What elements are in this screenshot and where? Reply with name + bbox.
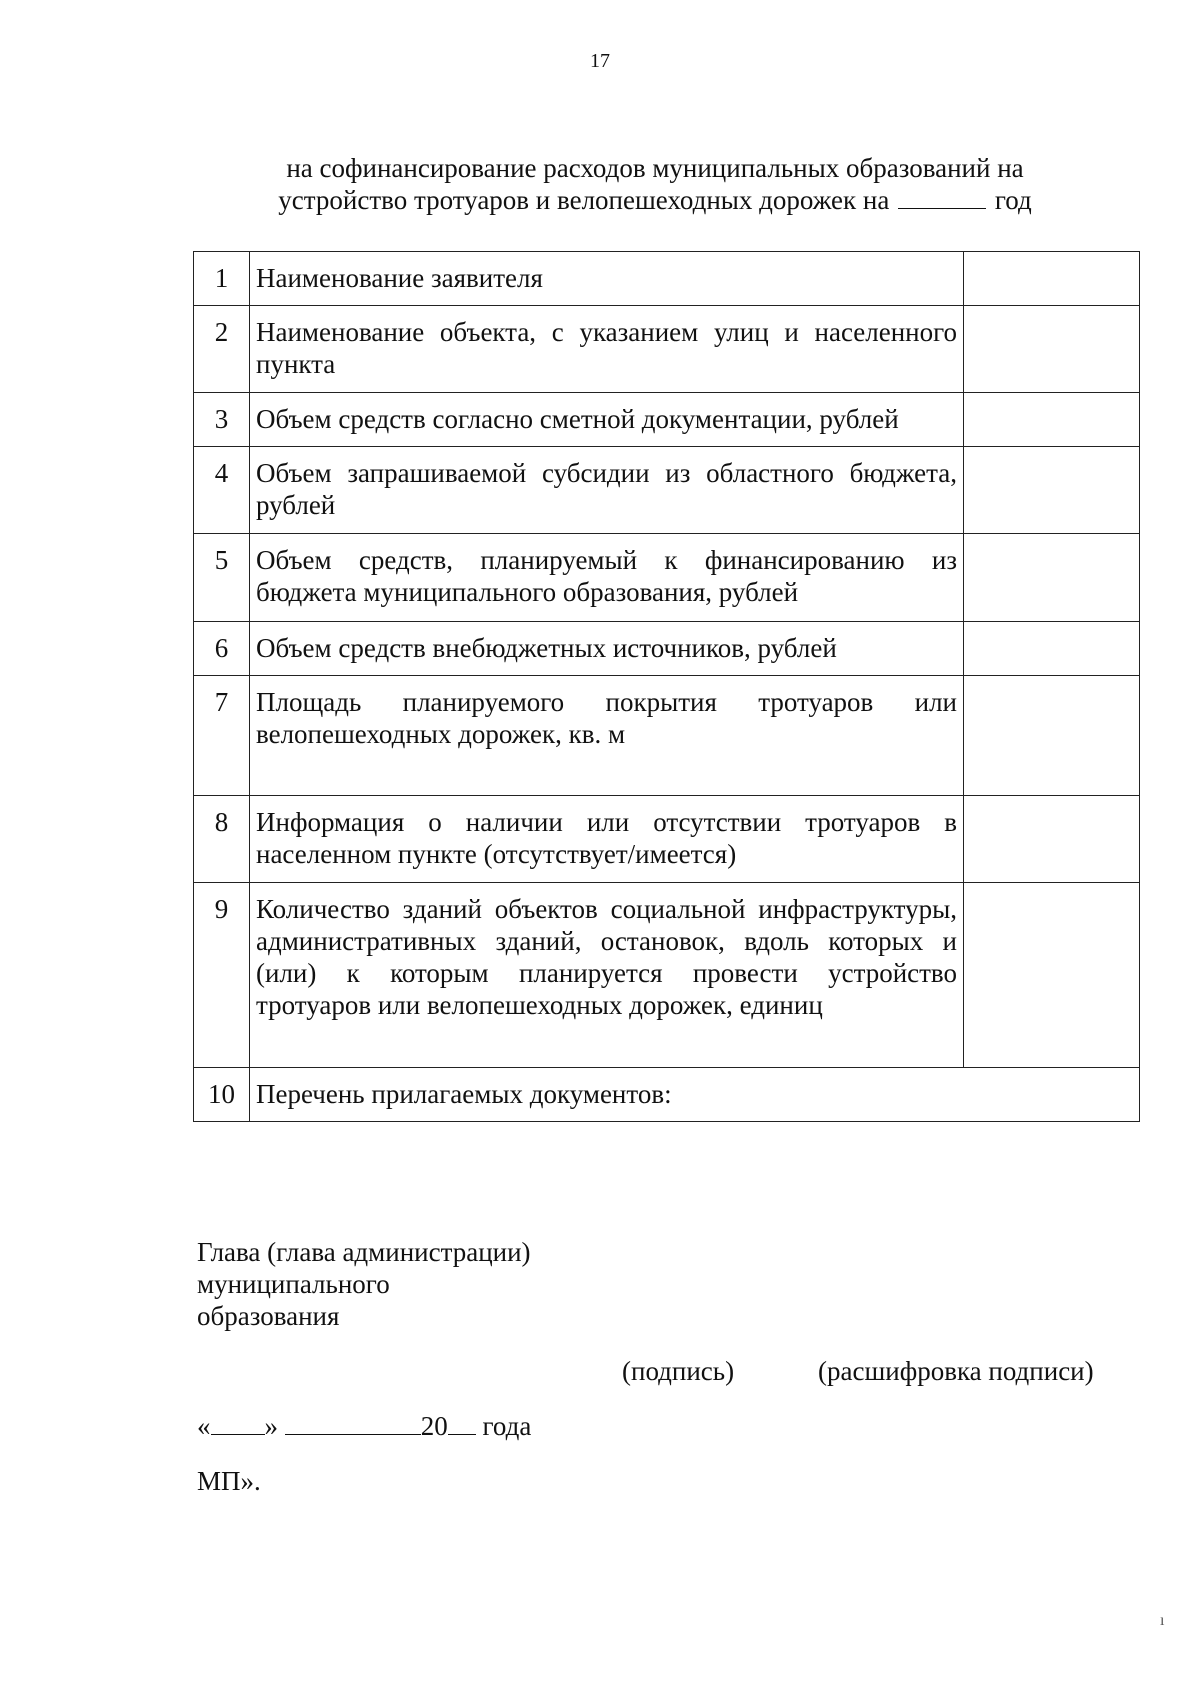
row-number: 2: [194, 306, 250, 393]
row-value-cell[interactable]: [964, 622, 1140, 676]
signatory-title-line: Глава (глава администрации): [197, 1237, 531, 1267]
row-value-cell[interactable]: [964, 306, 1140, 393]
row-number: 1: [194, 252, 250, 306]
row-label: Количество зданий объектов социальной инфраструктуры, административных зданий, остановок, вдоль которых и (или) к которым планируется провести устройство тротуаров или велопешеходных дорожек, единиц: [250, 883, 964, 1068]
row-label: Перечень прилагаемых документов:: [250, 1068, 1140, 1122]
application-table: [193, 251, 1140, 1122]
row-number: 5: [194, 534, 250, 622]
date-close-quote: »: [264, 1411, 278, 1441]
row-number: 3: [194, 393, 250, 447]
year-prefix: 20: [420, 1411, 448, 1441]
row-label: Наименование заявителя: [250, 252, 964, 306]
row-number: 4: [194, 447, 250, 534]
signatory-title-line: образования: [197, 1301, 340, 1331]
signatory-title: [197, 1236, 531, 1332]
table-row: [194, 252, 1140, 306]
stamp-place: МП».: [197, 1466, 261, 1496]
table-row: [194, 1068, 1140, 1122]
row-label: Объем средств, планируемый к финансированию из бюджета муниципального образования, рублей: [250, 534, 964, 622]
heading-line-2-text: устройство тротуаров и велопешеходных дорожек на: [278, 185, 890, 215]
day-blank[interactable]: [211, 1410, 265, 1435]
table-row: [194, 306, 1140, 393]
row-value-cell[interactable]: [964, 676, 1140, 796]
year-blank-2[interactable]: [448, 1410, 476, 1435]
row-label: Объем запрашиваемой субсидии из областного бюджета, рублей: [250, 447, 964, 534]
table-row: [194, 393, 1140, 447]
table-row: [194, 447, 1140, 534]
month-blank[interactable]: [285, 1410, 421, 1435]
row-label: Объем средств согласно сметной документации, рублей: [250, 393, 964, 447]
row-value-cell[interactable]: [964, 252, 1140, 306]
row-number: 9: [194, 883, 250, 1068]
heading-line-1: на софинансирование расходов муниципальных образований на: [286, 153, 1024, 183]
row-value-cell[interactable]: [964, 393, 1140, 447]
row-value-cell[interactable]: [964, 796, 1140, 883]
table-row: [194, 883, 1140, 1068]
row-value-cell[interactable]: [964, 534, 1140, 622]
row-label: Объем средств внебюджетных источников, рублей: [250, 622, 964, 676]
table-row: [194, 534, 1140, 622]
row-number: 7: [194, 676, 250, 796]
row-label: Наименование объекта, с указанием улиц и населенного пункта: [250, 306, 964, 393]
table-row: [194, 796, 1140, 883]
signature-caption: (подпись): [622, 1356, 735, 1386]
date-open-quote: «: [197, 1411, 211, 1441]
row-number: 10: [194, 1068, 250, 1122]
row-label: Информация о наличии или отсутствии тротуаров в населенном пункте (отсутствует/имеется): [250, 796, 964, 883]
heading-line-2: [240, 184, 1070, 216]
table-row: [194, 676, 1140, 796]
row-label: Площадь планируемого покрытия тротуаров или велопешеходных дорожек, кв. м: [250, 676, 964, 796]
row-value-cell[interactable]: [964, 447, 1140, 534]
row-number: 6: [194, 622, 250, 676]
page-number: 17: [590, 50, 610, 72]
heading-line-2-end: год: [994, 185, 1032, 215]
year-suffix: года: [482, 1411, 532, 1441]
scan-mark: ı: [1160, 1612, 1165, 1629]
table-row: [194, 622, 1140, 676]
year-blank[interactable]: [898, 186, 986, 209]
date-line: [197, 1410, 531, 1442]
form-heading: [240, 152, 1070, 216]
signatory-title-line: муниципального: [197, 1269, 390, 1299]
row-number: 8: [194, 796, 250, 883]
row-value-cell[interactable]: [964, 883, 1140, 1068]
signature-decoding-caption: (расшифровка подписи): [818, 1356, 1094, 1386]
